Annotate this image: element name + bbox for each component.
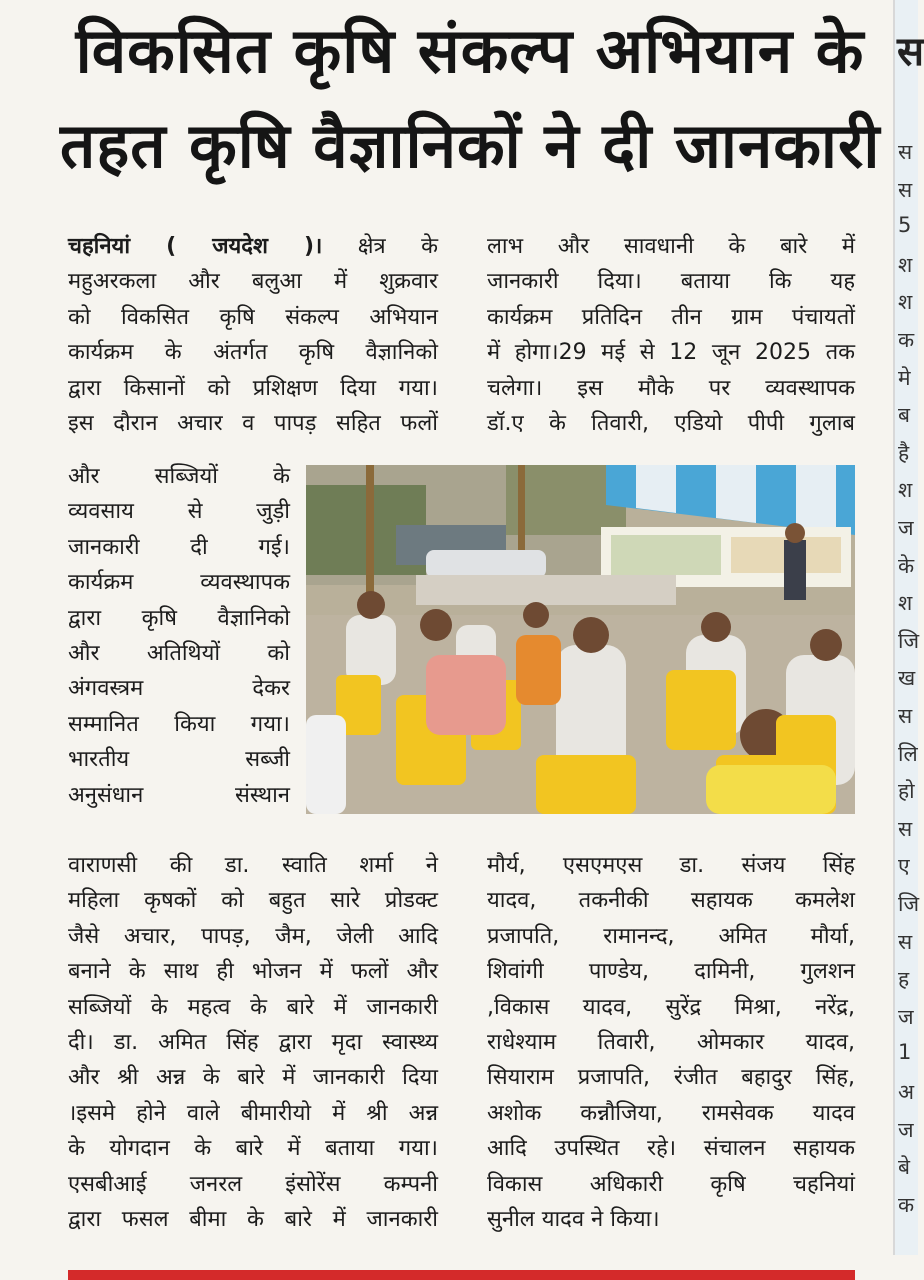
article-line: डॉ.ए के तिवारी, एडियो पीपी गुलाब [487,410,855,436]
next-article-line-fragment: है [898,440,910,465]
article-line: जैसे अचार, पापड़, जैम, जेली आदि [68,923,438,949]
headline-line-2: तहत कृषि वैज्ञानिकों ने दी जानकारी [60,109,881,182]
article-line: इस दौरान अचार व पापड़ सहित फलों [68,410,438,436]
next-article-line-fragment: ए [898,854,910,879]
next-article-line-fragment: स [898,816,913,841]
next-article-line-fragment: ज [898,516,914,540]
article-line [68,229,438,264]
next-article-line-fragment: श [898,290,913,315]
headline-line-1: विकसित कृषि संकल्प अभियान के [75,14,865,87]
article-line: महिला कृषकों को बहुत सारे प्रोडक्ट [68,888,438,914]
article-line: मौर्य, एसएमएस डा. संजय सिंह [487,853,855,878]
article-line: लाभ और सावधानी के बारे में [487,234,855,259]
article-line: यादव, तकनीकी सहायक कमलेश [487,888,855,914]
article-line: और सब्जियों के [68,464,290,489]
article-line: सियाराम प्रजापति, रंजीत बहादुर सिंह, [487,1065,855,1091]
article-line: के योगदान के बारे में बताया गया। [68,1136,438,1162]
article-column-left-bottom [68,848,438,1237]
next-article-line-fragment: ब [898,403,910,428]
article-line: विकास अधिकारी कृषि चहनियां [487,1171,855,1197]
article-line: जानकारी दी गई। [68,534,290,560]
article-text: क्षेत्र के [322,234,438,259]
article-line: बनाने के साथ ही भोजन में फलों और [68,959,438,985]
article-line: अंगवस्त्रम देकर [68,676,290,702]
article-line: द्वारा कृषि वैज्ञानिको [68,605,290,631]
article-line: ।इसमे होने वाले बीमारीयो में श्री अन्न [68,1100,438,1126]
next-article-heading-fragment: स [897,29,924,75]
article-line: द्वारा किसानों को प्रशिक्षण दिया गया। [68,375,438,401]
next-article-line-fragment: 5 [898,213,912,238]
article-line: एसबीआई जनरल इंसोरेंस कम्पनी [68,1171,438,1197]
next-article-line-fragment: के [898,553,915,578]
dateline: चहनियां ( जयदेश )। [68,234,323,259]
next-article-fragment [893,0,924,1255]
article-line: भारतीय सब्जी [68,747,290,773]
article-line: व्यवसाय से जुड़ी [68,499,290,525]
next-article-line-fragment: अ [898,1080,915,1104]
article-line: जानकारी दिया। बताया कि यह [487,269,855,295]
next-article-line-fragment: श [898,591,913,616]
article-line: राधेश्याम तिवारी, ओमकार यादव, [487,1029,855,1055]
article-line: और अतिथियों को [68,640,290,666]
next-article-line-fragment: क [898,328,915,352]
article-line: को विकसित कृषि संकल्प अभियान [68,304,438,330]
next-article-line-fragment: 1 [898,1040,912,1065]
next-article-line-fragment: स [898,177,913,202]
next-article-line-fragment: स [898,140,913,164]
next-article-line-fragment: स [898,704,913,728]
article-line: सुनील यादव ने किया। [487,1206,660,1232]
article-line: आदि उपस्थित रहे। संचालन सहायक [487,1136,855,1162]
next-article-line-fragment: लि [898,741,918,766]
article-line: कार्यक्रम व्यवस्थापक [68,570,290,596]
next-article-line-fragment: जि [898,892,920,916]
next-article-line-fragment: ज [898,1004,914,1029]
article-line: चलेगा। इस मौके पर व्यवस्थापक [487,375,855,401]
next-article-line-fragment: ख [898,666,916,691]
next-article-line-fragment: श [898,252,913,277]
article-column-left-top [68,229,438,441]
next-article-line-fragment: हो [898,779,915,804]
article-line: द्वारा फसल बीमा के बारे में जानकारी [68,1206,438,1232]
next-article-line-fragment: मे [898,365,911,390]
article-line: और श्री अन्न के बारे में जानकारी दिया [68,1065,438,1091]
article-line: महुअरकला और बलुआ में शुक्रवार [68,269,438,295]
article-line: ,विकास यादव, सुरेंद्र मिश्रा, नरेंद्र, [487,994,855,1020]
next-article-line-fragment: बे [898,1155,910,1180]
article-line: वाराणसी की डा. स्वाति शर्मा ने [68,853,438,878]
article-line: कार्यक्रम के अंतर्गत कृषि वैज्ञानिको [68,340,438,366]
next-article-line-fragment: क [898,1192,915,1217]
article-line: अनुसंधान संस्थान [68,782,290,808]
article-column-right-bottom [487,848,855,1237]
article-line: अशोक कन्नौजिया, रामसेवक यादव [487,1100,855,1126]
article-line: शिवांगी पाण्डेय, दामिनी, गुलशन [487,959,855,985]
next-article-line-fragment: श [898,478,913,503]
next-article-line-fragment: ह [898,967,910,992]
next-article-line-fragment: स [898,929,913,954]
article-line: कार्यक्रम प्रतिदिन तीन ग्राम पंचायतों [487,304,855,330]
article-column-right-top [487,229,855,441]
article-line: सम्मानित किया गया। [68,711,290,737]
next-article-line-fragment: ज [898,1117,914,1142]
red-divider-band [68,1270,855,1280]
article-line: दी। डा. अमित सिंह द्वारा मृदा स्वास्थ्य [68,1029,438,1055]
article-column-left-narrow [68,459,290,813]
event-photo [306,465,855,814]
article-line: सब्जियों के महत्व के बारे में जानकारी [68,994,438,1020]
next-article-line-fragment: जि [898,628,920,653]
article-line: प्रजापति, रामानन्द, अमित मौर्या, [487,923,855,949]
article-line: में होगा।29 मई से 12 जून 2025 तक [487,340,855,366]
